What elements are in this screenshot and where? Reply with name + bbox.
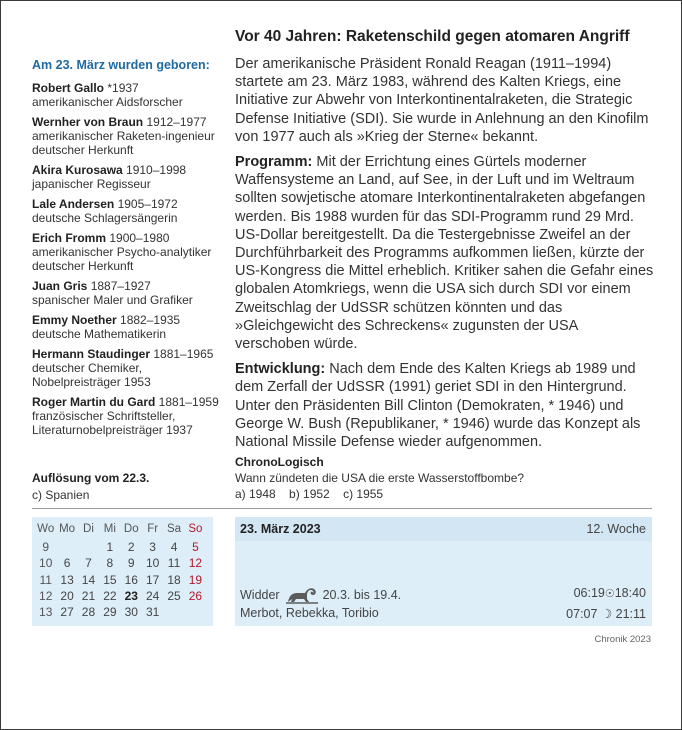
calendar-day: 5 bbox=[192, 540, 199, 555]
calendar-week-row bbox=[35, 539, 210, 555]
person-name: Robert Gallo bbox=[32, 81, 105, 95]
calendar-day: 30 bbox=[124, 605, 138, 620]
divider bbox=[32, 508, 652, 509]
article bbox=[235, 28, 655, 458]
person-name: Lale Andersen bbox=[32, 197, 115, 211]
sun-icon: ☉ bbox=[604, 588, 615, 600]
calendar-day: 10 bbox=[145, 556, 160, 571]
calendar-day: 15 bbox=[103, 572, 117, 587]
person-description: amerikanischer Psycho-analytiker deutscher Herkunft bbox=[32, 245, 212, 273]
calendar-day: 11 bbox=[167, 556, 181, 571]
week-number-cell: 10 bbox=[39, 556, 53, 571]
person-years: 1882–1935 bbox=[116, 313, 181, 327]
month-calendar bbox=[32, 517, 213, 626]
person-entry bbox=[32, 313, 228, 341]
calendar-day: 1 bbox=[106, 540, 114, 555]
moonset-time: 21:11 bbox=[615, 607, 646, 621]
person-name: Juan Gris bbox=[32, 279, 88, 293]
solution bbox=[32, 470, 149, 504]
weekday-header: Fr bbox=[147, 523, 159, 536]
person-name: Wernher von Braun bbox=[32, 115, 144, 129]
person-description: deutsche Mathematikerin bbox=[32, 327, 167, 341]
calendar-week-row bbox=[35, 572, 210, 588]
person-years: 1912–1977 bbox=[143, 115, 207, 129]
solution-title: Auflösung vom 22.3. bbox=[32, 471, 150, 485]
person-years: 1881–1959 bbox=[155, 395, 219, 409]
person-description: amerikanischer Aidsforscher bbox=[32, 95, 183, 109]
name-days: Merbot, Rebekka, Toribio bbox=[240, 606, 379, 620]
calendar-day: 20 bbox=[60, 588, 74, 603]
people-list bbox=[32, 81, 228, 437]
calendar-day: 26 bbox=[188, 588, 203, 603]
footer: Chronik 2023 bbox=[594, 634, 651, 645]
calendar-day: 29 bbox=[103, 605, 117, 620]
person-entry bbox=[32, 231, 228, 273]
births-list bbox=[32, 58, 228, 443]
calendar-day: 22 bbox=[103, 588, 117, 603]
calendar-week-row bbox=[35, 555, 210, 571]
person-name: Roger Martin du Gard bbox=[32, 395, 156, 409]
week-number-cell: 12 bbox=[39, 588, 53, 603]
weekday-header: Di bbox=[83, 523, 94, 536]
person-years: 1900–1980 bbox=[106, 231, 170, 245]
sun-times bbox=[574, 586, 646, 600]
person-years: 1905–1972 bbox=[114, 197, 178, 211]
calendar-day: 8 bbox=[106, 556, 114, 571]
person-name: Hermann Staudinger bbox=[32, 347, 151, 361]
zodiac-sign: Widder bbox=[240, 588, 280, 602]
calendar-day: 24 bbox=[145, 588, 160, 603]
person-description: deutscher Chemiker, Nobelpreisträger 1953 bbox=[32, 361, 151, 389]
chrono-title: ChronoLogisch bbox=[235, 455, 324, 469]
article-intro: Der amerikanische Präsident Ronald Reagan (1911–1994) startete am 23. März 1983, während des Kalten Kriegs, eine Initiative zur Abwehr von Interkontinentalraketen, die Strategic Defense Initiative (SDI). Sie wurde in Anlehnung an den Kinofilm von 1977 auch als »Krieg der Sterne« bekannt. bbox=[235, 56, 649, 145]
ram-icon bbox=[285, 585, 319, 605]
calendar-day: 7 bbox=[85, 556, 92, 571]
calendar-day: 23 bbox=[124, 588, 138, 603]
chrono-answers: a) 1948 b) 1952 c) 1955 bbox=[235, 487, 384, 501]
section-label: Programm: bbox=[235, 154, 313, 171]
person-years: 1887–1927 bbox=[87, 279, 151, 293]
week-number-cell: 13 bbox=[39, 605, 53, 620]
sunrise-time: 06:19 bbox=[573, 586, 605, 600]
person-entry bbox=[32, 163, 228, 191]
article-title: Vor 40 Jahren: Raketenschild gegen atomaren Angriff bbox=[235, 28, 630, 45]
weekday-header: Mi bbox=[103, 523, 116, 536]
solution-answer: c) Spanien bbox=[32, 488, 90, 502]
week-number-cell: 11 bbox=[39, 572, 52, 587]
moonrise-time: 07:07 bbox=[566, 607, 598, 621]
calendar-day: 19 bbox=[188, 572, 203, 587]
calendar-day: 16 bbox=[124, 572, 138, 587]
calendar-day: 12 bbox=[188, 556, 203, 571]
zodiac-range: 20.3. bis 19.4. bbox=[322, 588, 402, 602]
calendar-day: 2 bbox=[127, 540, 135, 555]
person-description: japanischer Regisseur bbox=[32, 177, 151, 191]
calendar-day: 9 bbox=[127, 556, 135, 571]
person-description: spanischer Maler und Grafiker bbox=[32, 293, 193, 307]
person-entry bbox=[32, 279, 228, 307]
calendar-week-row bbox=[35, 588, 210, 604]
calendar-day: 3 bbox=[149, 540, 156, 555]
section-text: Mit der Errichtung eines Gürtels moderner Waffensysteme an Land, auf See, in der Luft und im Weltraum sollten sowjetische atomare Interkontinentalraketen abgefangen werden. Bis 1988 wurden für das SDI-Programm rund 29 Mrd. US-Dollar bereitgestellt. Da die Testergebnisse Zweifel an der Durchführbarkeit des Programms aufkommen ließen, kürzte der US-Kongress die Mittel erheblich. Kritiker sahen die Gefahr eines globalen Atomkriegs, wenn die USA sich durch SDI vor einem Zweitschlag der UdSSR schützen könnten und das »Gleichgewicht des Schreckens« zugunsten der USA verschoben würde. bbox=[235, 154, 654, 353]
calendar-day: 14 bbox=[81, 572, 96, 587]
week-number: 12. Woche bbox=[586, 522, 646, 536]
person-entry bbox=[32, 81, 228, 109]
person-description: französischer Schriftsteller, Literaturnobelpreisträger 1937 bbox=[32, 409, 193, 437]
calendar-week-row bbox=[35, 604, 210, 620]
moon-times bbox=[566, 606, 646, 621]
moon-icon: ☽ bbox=[600, 607, 613, 621]
weekday-header: Sa bbox=[167, 523, 182, 536]
person-entry bbox=[32, 197, 228, 225]
person-years: 1881–1965 bbox=[150, 347, 214, 361]
calendar-body bbox=[35, 539, 210, 620]
section-label: Entwicklung: bbox=[235, 361, 326, 378]
chrono-question: Wann zündeten die USA die erste Wasserstoffbombe? bbox=[235, 471, 525, 485]
person-name: Akira Kurosawa bbox=[32, 163, 123, 177]
calendar-day: 18 bbox=[167, 572, 181, 587]
person-years: *1937 bbox=[104, 81, 139, 95]
article-section-program bbox=[235, 153, 655, 353]
weekday-header: Mo bbox=[59, 523, 76, 536]
calendar-day: 21 bbox=[81, 588, 96, 603]
weekday-header: So bbox=[188, 523, 203, 536]
births-title: Am 23. März wurden geboren: bbox=[32, 58, 210, 72]
day-date: 23. März 2023 bbox=[240, 522, 321, 536]
person-years: 1910–1998 bbox=[122, 163, 187, 177]
section-text: Nach dem Ende des Kalten Kriegs ab 1989 und dem Zerfall der UdSSR (1991) geriet SDI in den Hintergrund. Unter den Präsidenten Bill Clinton (Demokraten, * 1946) und George W. Bush (Republikaner, * 1946) wurde das Konzept als National Missile Defense wieder aufgenommen. bbox=[235, 361, 641, 451]
person-entry bbox=[32, 347, 228, 389]
person-entry bbox=[32, 395, 228, 437]
person-description: deutsche Schlagersängerin bbox=[32, 211, 178, 225]
person-entry bbox=[32, 115, 228, 157]
week-number-cell: 9 bbox=[42, 540, 50, 555]
day-panel bbox=[235, 517, 652, 626]
calendar-day: 25 bbox=[167, 588, 181, 603]
calendar-header bbox=[35, 521, 210, 537]
calendar-day: 13 bbox=[60, 572, 74, 587]
person-name: Emmy Noether bbox=[32, 313, 117, 327]
person-name: Erich Fromm bbox=[32, 231, 107, 245]
calendar-day: 28 bbox=[81, 605, 96, 620]
weekday-header: Do bbox=[123, 523, 139, 536]
sunset-time: 18:40 bbox=[614, 586, 646, 600]
chrono-quiz bbox=[235, 454, 655, 502]
calendar-day: 4 bbox=[170, 540, 178, 555]
calendar-day: 27 bbox=[60, 605, 74, 620]
calendar-day: 17 bbox=[145, 572, 160, 587]
week-column-header: Wo bbox=[37, 523, 55, 536]
calendar-day: 31 bbox=[145, 605, 160, 620]
person-description: amerikanischer Raketen-ingenieur deutscher Herkunft bbox=[32, 129, 215, 157]
zodiac-info bbox=[240, 585, 401, 605]
calendar-day: 6 bbox=[63, 556, 71, 571]
article-section-development bbox=[235, 360, 655, 451]
